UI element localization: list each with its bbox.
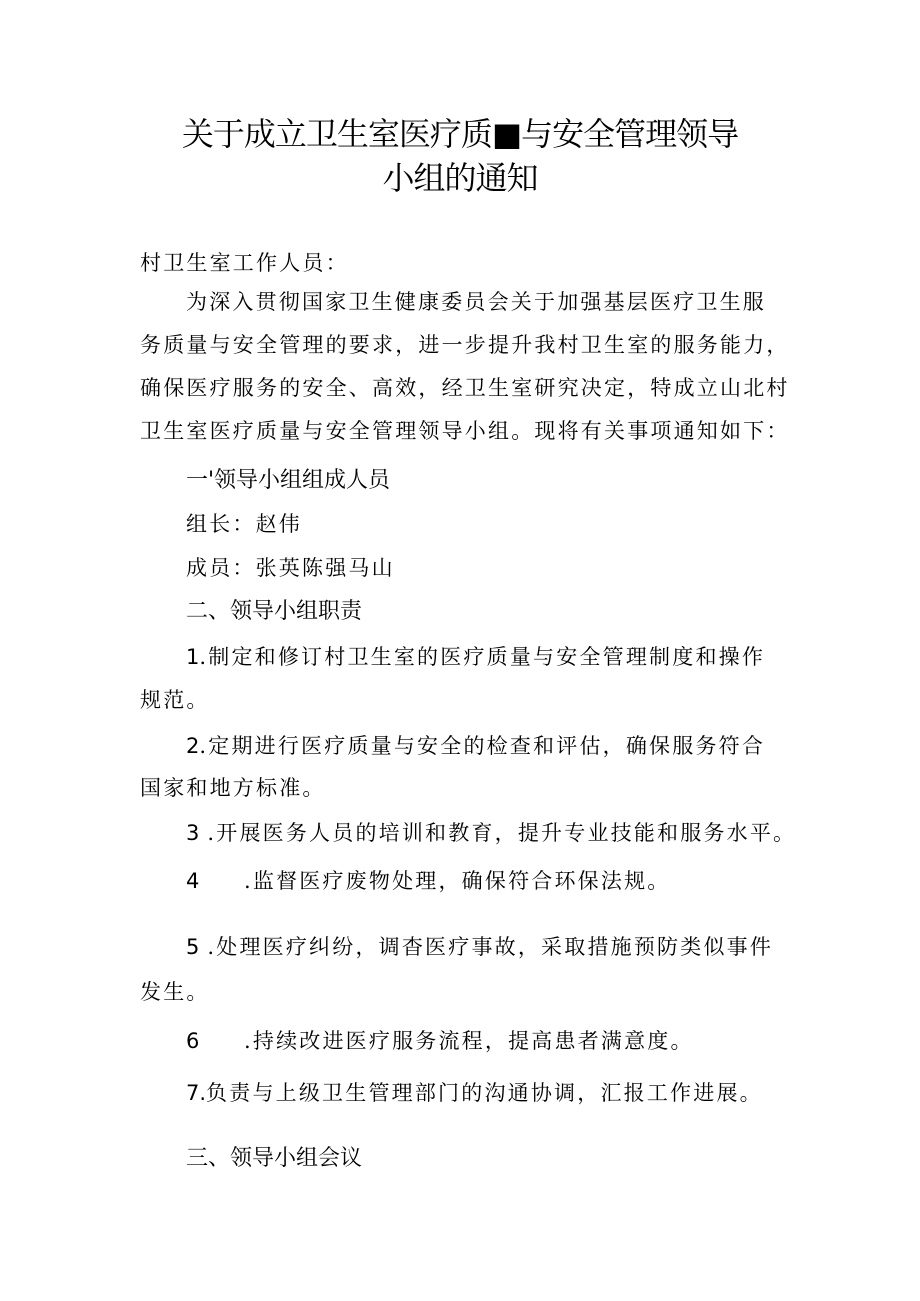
duty-item-2-continuation: 国家和地方标准。 bbox=[140, 776, 326, 800]
duty-item-text: .监督医疗废物处理，确保符合环保法规。 bbox=[244, 869, 671, 893]
intro-line-4: 卫生室医疗质量与安全管理领导小组。现将有关事项通知如下： bbox=[140, 419, 790, 443]
duty-item-4 bbox=[186, 866, 670, 896]
salutation: 村卫生室工作人员： bbox=[140, 251, 349, 275]
duty-item-6 bbox=[186, 1026, 694, 1056]
duty-item-5-continuation: 发生。 bbox=[140, 980, 210, 1004]
duty-item-number: 3 bbox=[186, 821, 200, 845]
section3-heading: 三、领导小组会议 bbox=[186, 1146, 363, 1171]
duty-item-number: 7. bbox=[186, 1081, 207, 1105]
duty-item-2 bbox=[186, 731, 765, 761]
section1-heading: 一'领导小组组成人员 bbox=[186, 468, 391, 493]
duty-item-3 bbox=[186, 818, 796, 848]
duty-item-1 bbox=[186, 642, 765, 672]
duty-item-text: .处理医疗纠纷，调杳医疗事故，采取措施预防类似事件 bbox=[207, 935, 774, 959]
duty-item-7 bbox=[186, 1078, 763, 1108]
duty-item-number: 5 bbox=[186, 935, 200, 959]
duty-item-text: .定期进行医疗质量与安全的检查和评估，确保服务符合 bbox=[199, 734, 766, 758]
duty-item-number: 2 bbox=[186, 734, 200, 758]
intro-line-3: 确保医疗服务的安全、高效，经卫生室研究决定，特成立山北村 bbox=[140, 376, 790, 400]
duty-item-text: .持续改进医疗服务流程，提高患者满意度。 bbox=[244, 1029, 694, 1053]
intro-line-1: 为深入贯彻国家卫生健康委员会关于加强基层医疗卫生服 bbox=[186, 290, 766, 314]
duty-item-number: 6 bbox=[186, 1029, 200, 1053]
duty-item-text: 负责与上级卫生管理部门的沟通协调，汇报工作进展。 bbox=[206, 1081, 763, 1105]
duty-item-text: .开展医务人员的培训和教育，提升专业技能和服务水平。 bbox=[207, 821, 797, 845]
duty-item-1-continuation: 规范。 bbox=[140, 688, 210, 712]
duty-item-number: 4 bbox=[186, 869, 200, 893]
section1-members: 成员：张英陈强马山 bbox=[186, 556, 395, 580]
duty-item-5 bbox=[186, 932, 773, 962]
section1-leader: 组长：赵伟 bbox=[186, 512, 302, 536]
section2-heading: 二、领导小组职责 bbox=[186, 599, 363, 624]
document-title-line2: 小组的通知 bbox=[382, 159, 538, 197]
intro-line-2: 务质量与安全管理的要求，进一步提升我村卫生室的服务能力， bbox=[140, 333, 790, 357]
document-title-line1: 关于成立卫生室医疗质■与安全管理领导 bbox=[181, 115, 739, 153]
duty-item-number: 1 bbox=[186, 645, 200, 669]
duty-item-text: .制定和修订村卫生室的医疗质量与安全管理制度和操作 bbox=[199, 645, 766, 669]
